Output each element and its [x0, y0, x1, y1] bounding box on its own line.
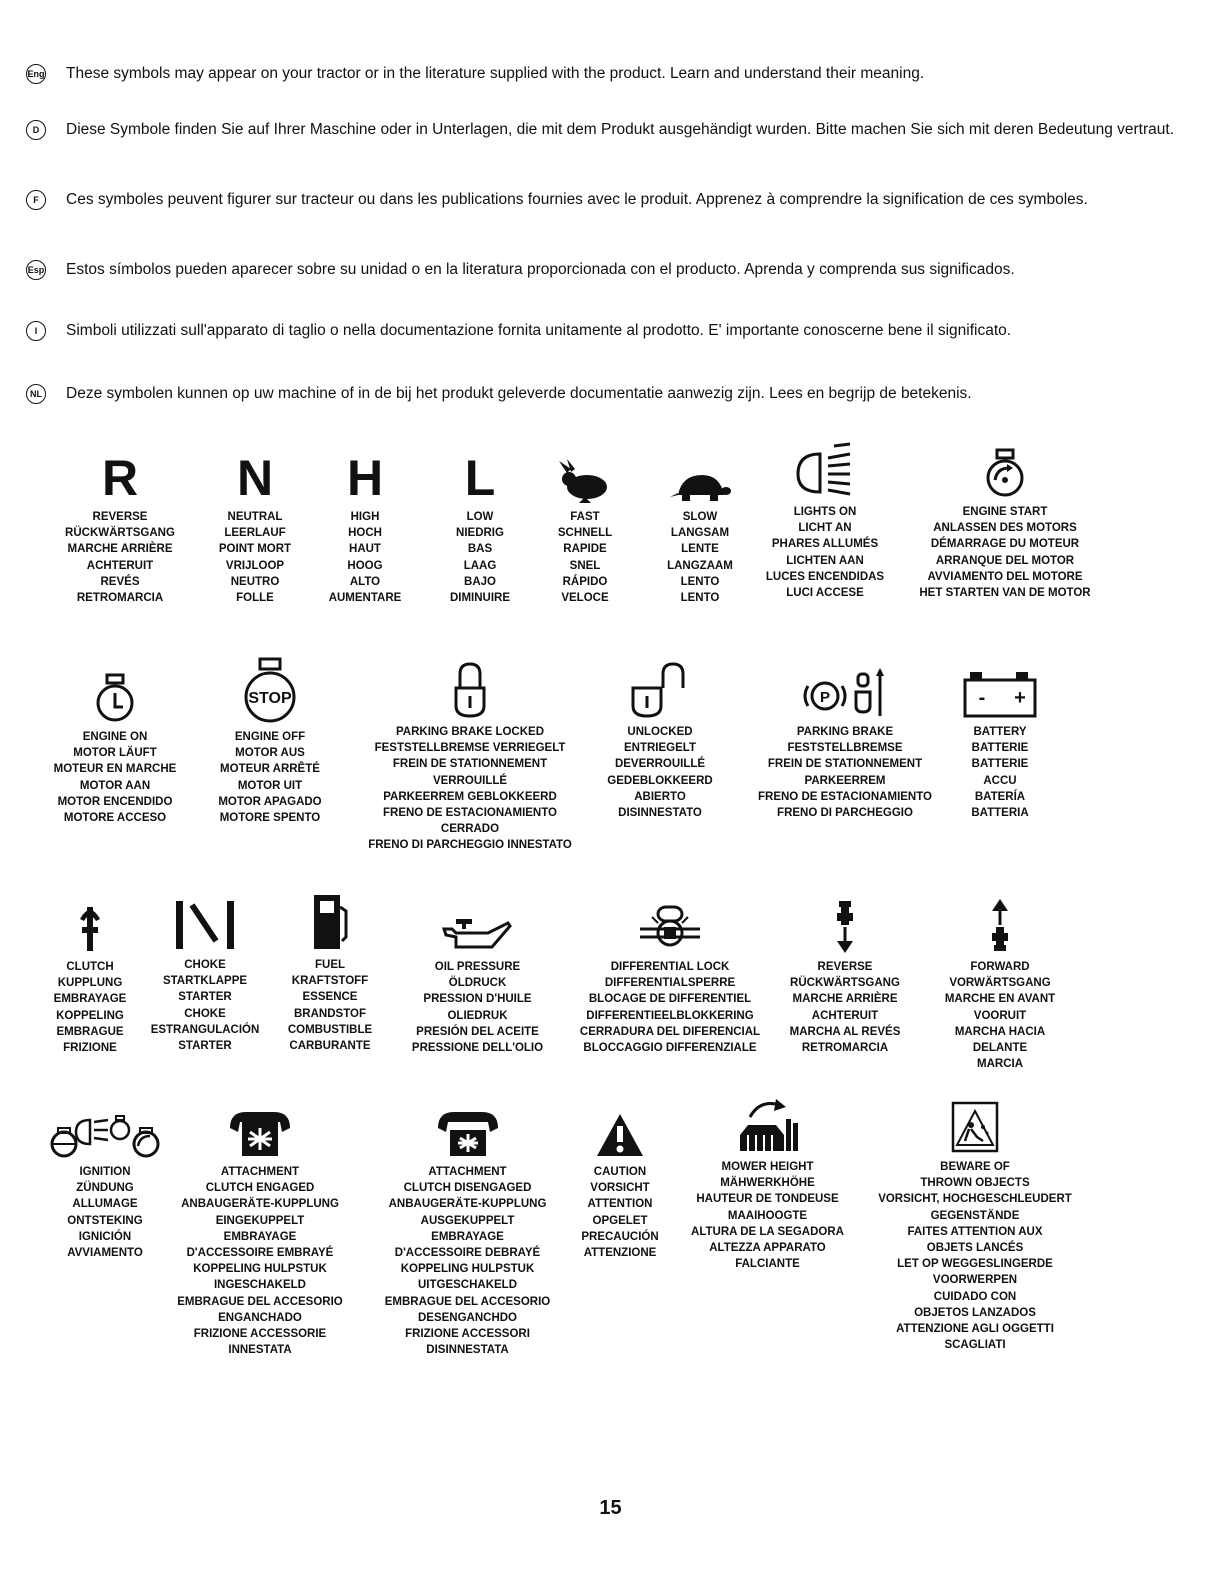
symbol-reverse [50, 445, 190, 606]
symbol-labels [940, 724, 1060, 821]
rabbit-icon [557, 459, 613, 503]
label-line: CERRADO [440, 823, 500, 836]
label-line: ARRANQUE DEL MOTOR [935, 554, 1075, 567]
symbol-slow [640, 445, 760, 606]
label-line: REVÉS [100, 575, 140, 588]
label-line: AVVIAMENTO DEL MOTORE [927, 570, 1083, 583]
label-line: ACHTERUIT [811, 1009, 879, 1022]
intro-text: Simboli utilizzati sull'apparato di taglio o nella documentazione fornita unitamente al prodotto. E' importante conoscerne bene il significato. [66, 322, 1012, 339]
symbol-labels [555, 959, 785, 1056]
label-line: ESSENCE [302, 991, 358, 1004]
label-line: KOPPELING HULPSTUK [400, 1263, 535, 1276]
label-line: MARCHE ARRIÈRE [792, 993, 898, 1006]
symbol-choke [130, 893, 280, 1054]
label-line: NIEDRIG [456, 527, 504, 540]
symbol-labels [565, 1164, 675, 1261]
symbol-unlocked [595, 660, 725, 821]
label-line: ENTRIEGELT [624, 742, 696, 755]
label-line: CLUTCH DISENGAGED [403, 1182, 532, 1195]
label-line: VERROUILLÉ [432, 774, 508, 787]
label-line: PARKEERREM [804, 774, 886, 787]
svg-text:+: + [1014, 687, 1026, 709]
label-line: ATTENTION [587, 1198, 653, 1211]
label-line: ALLUMAGE [72, 1198, 138, 1211]
symbol-labels [425, 509, 535, 606]
label-line: FRENO DE ESTACIONAMIENTO [758, 790, 932, 803]
label-line: DESENGANCHDO [417, 1311, 518, 1324]
label-line: EMBRAYAGE [223, 1230, 297, 1243]
label-line: SLOW [682, 511, 718, 523]
label-line: FREIN DE STATIONNEMENT [392, 758, 548, 771]
label-line: VORSICHT [590, 1182, 650, 1195]
label-line: ONTSTEKING [67, 1214, 143, 1227]
symbol-engine-start [900, 440, 1110, 601]
symbol-fast [535, 445, 635, 606]
label-line: FRIZIONE ACCESSORIE [193, 1328, 327, 1341]
label-line: DIFFERENTIALSPERRE [604, 977, 736, 990]
label-line: PARKEERREM GEBLOKKEERD [383, 790, 557, 803]
label-line: UNLOCKED [627, 726, 693, 738]
label-line: ACHTERUIT [86, 559, 154, 572]
label-line: PRESIÓN DEL ACEITE [416, 1025, 539, 1038]
label-line: CHOKE [184, 959, 226, 971]
attachment-engaged-icon [224, 1108, 296, 1158]
label-line: ATTACHMENT [220, 1166, 300, 1178]
fuel-pump-icon [310, 893, 350, 951]
symbol-differential-lock [555, 895, 785, 1056]
label-line: FRENO DE ESTACIONAMIENTO [383, 807, 557, 820]
label-line: LANGSAM [670, 527, 730, 540]
label-line: ANBAUGERÄTE-KUPPLUNG [181, 1198, 339, 1211]
label-line: BAJO [464, 575, 496, 588]
label-line: INGESCHAKELD [213, 1279, 306, 1292]
label-line: RETROMARCIA [76, 592, 164, 605]
label-line: ANBAUGERÄTE-KUPPLUNG [388, 1198, 547, 1211]
letter-r-icon: R [101, 450, 139, 506]
engine-start-icon [983, 448, 1027, 498]
label-line: PARKING BRAKE LOCKED [395, 726, 544, 738]
label-line: BATTERIE [971, 742, 1029, 755]
label-line: ANLASSEN DES MOTORS [933, 522, 1077, 535]
headlight-icon [794, 444, 856, 498]
attachment-disengaged-icon [432, 1108, 504, 1158]
label-line: SCAGLIATI [944, 1339, 1006, 1352]
label-line: EMBRAGUE [56, 1025, 124, 1038]
letter-h-icon: H [346, 450, 384, 506]
battery-icon [962, 672, 1038, 718]
label-line: UITGESCHAKELD [417, 1279, 518, 1292]
label-line: OBJETOS LANZADOS [914, 1306, 1036, 1319]
label-line: FESTSTELLBREMSE [787, 742, 903, 755]
label-line: MOTEUR ARRÊTÉ [220, 763, 320, 776]
label-line: RAPIDE [563, 543, 607, 556]
label-line: RÜCKWÄRTSGANG [65, 527, 175, 540]
label-line: FAITES ATTENTION AUX [907, 1225, 1043, 1238]
label-line: FRENO DI PARCHEGGIO INNESTATO [368, 839, 572, 852]
symbol-labels [310, 509, 420, 606]
label-line: MOTOR ENCENDIDO [57, 795, 173, 808]
intro-text: Estos símbolos pueden aparecer sobre su unidad o en la literatura proporcionada con el producto. Aprenda y comprenda sus significados. [66, 261, 1015, 278]
label-line: MOWER HEIGHT [721, 1161, 814, 1173]
intro-text: These symbols may appear on your tractor or in the literature supplied with the product. Learn and understand their meaning. [66, 65, 925, 82]
symbol-labels [40, 959, 140, 1056]
label-line: KRAFTSTOFF [291, 975, 369, 988]
label-line: RETROMARCIA [801, 1042, 889, 1055]
label-line: MARCHE ARRIÈRE [67, 543, 173, 556]
symbol-labels [365, 1164, 570, 1358]
ignition-icon [46, 1108, 164, 1158]
symbol-labels [640, 509, 760, 606]
label-line: MOTOR LÄUFT [73, 747, 157, 760]
label-line: LUCES ENCENDIDAS [765, 570, 885, 583]
symbol-battery [940, 660, 1060, 821]
symbol-labels [770, 959, 920, 1056]
label-line: MARCHA HACIA [954, 1025, 1046, 1038]
label-line: MARCHE EN AVANT [944, 993, 1056, 1006]
label-line: CAUTION [593, 1166, 647, 1178]
intro-french [26, 190, 1196, 209]
label-line: GEGENSTÄNDE [930, 1209, 1020, 1222]
label-line: BEWARE OF [940, 1161, 1010, 1173]
label-line: FUEL [314, 959, 346, 971]
label-line: ATTACHMENT [428, 1166, 507, 1178]
intro-spanish [26, 260, 1196, 279]
label-line: BLOCCAGGIO DIFFERENZIALE [583, 1042, 757, 1055]
label-line: AUSGEKUPPELT [420, 1214, 515, 1227]
label-line: ENGANCHADO [218, 1311, 302, 1324]
label-line: MARCHA AL REVÉS [789, 1025, 901, 1038]
label-line: LUCI ACCESE [786, 587, 864, 600]
label-line: SNEL [569, 559, 601, 572]
language-badge: D [26, 120, 46, 140]
symbol-parking-brake-locked [345, 660, 595, 854]
label-line: EINGEKUPPELT [215, 1214, 305, 1227]
symbol-neutral [195, 445, 315, 606]
label-line: NEUTRO [230, 575, 280, 588]
caution-triangle-icon [595, 1112, 645, 1158]
label-line: HOOG [347, 559, 383, 572]
label-line: VELOCE [561, 592, 609, 605]
language-badge: Eng [26, 64, 46, 84]
symbol-thrown-objects [860, 1095, 1090, 1353]
label-line: FESTSTELLBREMSE VERRIEGELT [374, 742, 566, 755]
label-line: AVVIAMENTO [67, 1247, 143, 1260]
label-line: BAS [467, 543, 493, 556]
label-line: RÁPIDO [562, 575, 608, 588]
label-line: FRENO DI PARCHEGGIO [777, 807, 913, 820]
label-line: SCHNELL [557, 527, 613, 540]
differential-lock-icon [638, 903, 702, 953]
label-line: EMBRAGUE DEL ACCESORIO [384, 1295, 551, 1308]
symbol-engine-off [200, 650, 340, 826]
symbol-labels [265, 957, 395, 1054]
label-line: VOORUIT [973, 1009, 1027, 1022]
label-line: COMBUSTIBLE [287, 1023, 373, 1036]
lock-closed-icon [452, 662, 488, 718]
label-line: DIFFERENTIAL LOCK [610, 961, 730, 973]
label-line: LOW [466, 511, 494, 523]
symbol-labels [50, 509, 190, 606]
language-badge: I [26, 321, 46, 341]
symbol-mower-height [670, 1095, 865, 1272]
label-line: VORSICHT, HOCHGESCHLEUDERT [878, 1193, 1072, 1206]
label-line: STARTER [178, 1040, 232, 1053]
label-line: DÉMARRAGE DU MOTEUR [930, 538, 1080, 551]
label-line: IGNITION [79, 1166, 131, 1178]
label-line: VRIJLOOP [225, 559, 285, 572]
label-line: ABIERTO [634, 790, 686, 803]
label-line: DIMINUIRE [449, 592, 511, 605]
symbol-labels [735, 724, 955, 821]
label-line: ATTENZIONE [583, 1247, 657, 1260]
label-line: OBJETS LANCÉS [926, 1242, 1024, 1255]
letter-l-icon: L [464, 450, 496, 506]
symbol-high [310, 445, 420, 606]
symbol-labels [200, 729, 340, 826]
label-line: CERRADURA DEL DIFERENCIAL [579, 1025, 761, 1038]
label-line: LICHT AN [798, 522, 852, 535]
thrown-objects-icon [951, 1097, 999, 1153]
label-line: IGNICIÓN [78, 1230, 132, 1243]
label-line: MAAIHOOGTE [727, 1209, 808, 1222]
label-line: VOORWERPEN [932, 1274, 1018, 1287]
label-line: LAAG [463, 559, 497, 572]
label-line: BATERÍA [974, 790, 1026, 803]
label-line: LENTO [680, 575, 720, 588]
symbol-labels [745, 504, 905, 601]
label-line: LET OP WEGGESLINGERDE [897, 1258, 1053, 1271]
label-line: VORWÄRTSGANG [949, 977, 1051, 990]
symbol-labels [535, 509, 635, 606]
symbol-lights-on [745, 440, 905, 601]
label-line: CARBURANTE [289, 1040, 371, 1053]
intro-dutch [26, 384, 1196, 403]
label-line: CUIDADO CON [933, 1290, 1017, 1303]
label-line: BRANDSTOF [294, 1007, 366, 1020]
label-line: DIFFERENTIEELBLOKKERING [586, 1009, 754, 1022]
label-line: POINT MORT [218, 543, 292, 556]
intro-italian [26, 321, 1196, 340]
label-line: DISINNESTATA [426, 1344, 509, 1357]
label-line: DELANTE [972, 1042, 1028, 1055]
label-line: D'ACCESSOIRE EMBRAYÉ [186, 1247, 334, 1260]
label-line: OLIEDRUK [447, 1009, 508, 1022]
symbol-labels [390, 959, 565, 1056]
label-line: KUPPLUNG [57, 977, 123, 990]
symbol-low [425, 445, 535, 606]
symbol-oil-pressure [390, 895, 565, 1056]
symbol-ignition [40, 1100, 170, 1261]
label-line: FOLLE [236, 592, 274, 605]
symbol-labels [935, 959, 1065, 1072]
label-line: ENGINE ON [82, 731, 148, 743]
label-line: LENTE [681, 543, 719, 556]
label-line: BATTERIE [971, 758, 1029, 771]
label-line: LICHTEN AAN [786, 554, 864, 567]
symbol-labels [860, 1159, 1090, 1353]
symbol-fuel [265, 893, 395, 1054]
label-line: HET STARTEN VAN DE MOTOR [919, 587, 1091, 600]
symbol-clutch [40, 895, 140, 1056]
label-line: HAUT [349, 543, 381, 556]
intro-text: Diese Symbole finden Sie auf Ihrer Maschine oder in Unterlagen, die mit dem Produkt ausgehändigt wurden. Bitte machen Sie sich mit deren Bedeutung vertraut. [66, 121, 1175, 138]
label-line: CHOKE [184, 1007, 226, 1020]
symbol-attachment-engaged [160, 1100, 360, 1358]
label-line: REVERSE [817, 961, 873, 973]
tractor-forward-arrow-icon [988, 899, 1012, 953]
label-line: MOTOR AUS [235, 747, 305, 760]
label-line: FAST [570, 511, 600, 523]
label-line: KOPPELING HULPSTUK [193, 1263, 327, 1276]
label-line: RÜCKWÄRTSGANG [790, 977, 900, 990]
label-line: EMBRAGUE DEL ACCESORIO [177, 1295, 343, 1308]
label-line: ENGINE OFF [234, 731, 306, 743]
label-line: MOTORE ACCESO [63, 812, 167, 825]
label-line: DISINNESTATO [618, 807, 702, 820]
symbol-labels [130, 957, 280, 1054]
label-line: ACCU [983, 774, 1017, 787]
symbol-reverse-direction [770, 895, 920, 1056]
language-badge: NL [26, 384, 46, 404]
svg-text:-: - [978, 687, 986, 709]
label-line: ALTEZZA APPARATO [709, 1242, 826, 1255]
label-line: DEVERROUILLÉ [614, 758, 706, 771]
label-line: EMBRAYAGE [53, 993, 127, 1006]
label-line: MOTOR APAGADO [218, 795, 322, 808]
label-line: ZÜNDUNG [76, 1182, 134, 1195]
symbol-engine-on [40, 665, 190, 826]
intro-text: Deze symbolen kunnen op uw machine of in de bij het produkt geleverde documentatie aanwezig zijn. Lees en begrijp de betekenis. [66, 385, 972, 402]
lock-open-icon [629, 662, 691, 718]
intro-english [26, 64, 1196, 83]
label-line: FORWARD [970, 961, 1030, 973]
symbol-labels [345, 724, 595, 854]
label-line: D'ACCESSOIRE DEBRAYÉ [394, 1247, 541, 1260]
label-line: MOTEUR EN MARCHE [53, 763, 177, 776]
intro-german [26, 120, 1196, 139]
label-line: MÄHWERKHÖHE [720, 1177, 815, 1190]
label-line: MOTOR AAN [79, 779, 151, 792]
oil-can-icon [442, 917, 514, 953]
label-line: FALCIANTE [735, 1258, 800, 1271]
label-line: NEUTRAL [227, 511, 283, 523]
label-line: LEERLAUF [224, 527, 286, 540]
letter-n-icon: N [236, 450, 274, 506]
label-line: ENGINE START [962, 506, 1048, 518]
label-line: ALTURA DE LA SEGADORA [691, 1225, 844, 1238]
label-line: CLUTCH ENGAGED [205, 1182, 315, 1195]
clutch-pedal-icon [78, 901, 102, 953]
label-line: MOTOR UIT [237, 779, 303, 792]
symbol-forward [935, 895, 1065, 1072]
turtle-icon [670, 471, 730, 503]
label-line: OPGELET [592, 1214, 648, 1227]
label-line: STARTKLAPPE [162, 975, 248, 988]
label-line: EMBRAYAGE [431, 1230, 504, 1243]
label-line: FRIZIONE ACCESSORI [405, 1328, 530, 1341]
label-line: ESTRANGULACIÓN [150, 1023, 260, 1036]
label-line: HOCH [348, 527, 382, 540]
label-line: AUMENTARE [328, 592, 402, 605]
label-line: BATTERIA [971, 807, 1029, 820]
label-line: LIGHTS ON [793, 506, 857, 518]
label-line: OIL PRESSURE [434, 961, 521, 973]
symbol-labels [670, 1159, 865, 1272]
language-badge: Esp [26, 260, 46, 280]
label-line: CLUTCH [66, 961, 114, 973]
page-number: 15 [599, 1497, 622, 1519]
engine-off-icon [240, 657, 300, 723]
engine-on-icon [93, 673, 137, 723]
symbol-labels [900, 504, 1110, 601]
label-line: PRESSIONE DELL'OLIO [411, 1042, 544, 1055]
label-line: KOPPELING [56, 1009, 124, 1022]
label-line: ATTENZIONE AGLI OGGETTI [896, 1323, 1054, 1336]
label-line: FREIN DE STATIONNEMENT [767, 758, 923, 771]
label-line: LANGZAAM [667, 559, 733, 572]
symbol-labels [160, 1164, 360, 1358]
tractor-reverse-arrow-icon [833, 899, 857, 953]
label-line: MOTORE SPENTO [219, 812, 321, 825]
label-line: PHARES ALLUMÉS [771, 538, 879, 551]
label-line: HIGH [350, 511, 380, 523]
label-line: INNESTATA [228, 1344, 292, 1357]
label-line: STARTER [178, 991, 232, 1004]
label-line: HAUTEUR DE TONDEUSE [696, 1193, 839, 1206]
label-line: PRECAUCIÓN [581, 1230, 659, 1243]
label-line: FRIZIONE [63, 1042, 117, 1055]
label-line: LENTO [680, 592, 720, 605]
label-line: PARKING BRAKE [796, 726, 894, 738]
label-line: MARCIA [977, 1058, 1023, 1071]
label-line: PRESSION D'HUILE [423, 993, 532, 1006]
svg-text:P: P [819, 689, 831, 706]
symbol-labels [40, 1164, 170, 1261]
language-badge: F [26, 190, 46, 210]
choke-icon [172, 897, 238, 951]
label-line: BATTERY [973, 726, 1027, 738]
svg-text:STOP: STOP [248, 690, 292, 707]
parking-brake-icon [798, 666, 892, 718]
symbol-labels [40, 729, 190, 826]
label-line: THROWN OBJECTS [920, 1177, 1030, 1190]
label-line: GEDEBLOKKEERD [607, 774, 713, 787]
label-line: REVERSE [92, 511, 148, 523]
label-line: ALTO [349, 575, 381, 588]
symbol-parking-brake [735, 660, 955, 821]
label-line: BLOCAGE DE DIFFERENTIEL [588, 993, 752, 1006]
symbol-labels [595, 724, 725, 821]
symbol-attachment-disengaged [365, 1100, 570, 1358]
symbol-caution [565, 1100, 675, 1261]
mower-height-icon [736, 1095, 800, 1153]
label-line: ÖLDRUCK [448, 977, 507, 990]
intro-text: Ces symboles peuvent figurer sur tracteur ou dans les publications fournies avec le produit. Apprenez à comprendre la signification de ces symboles. [66, 191, 1088, 208]
symbol-labels [195, 509, 315, 606]
